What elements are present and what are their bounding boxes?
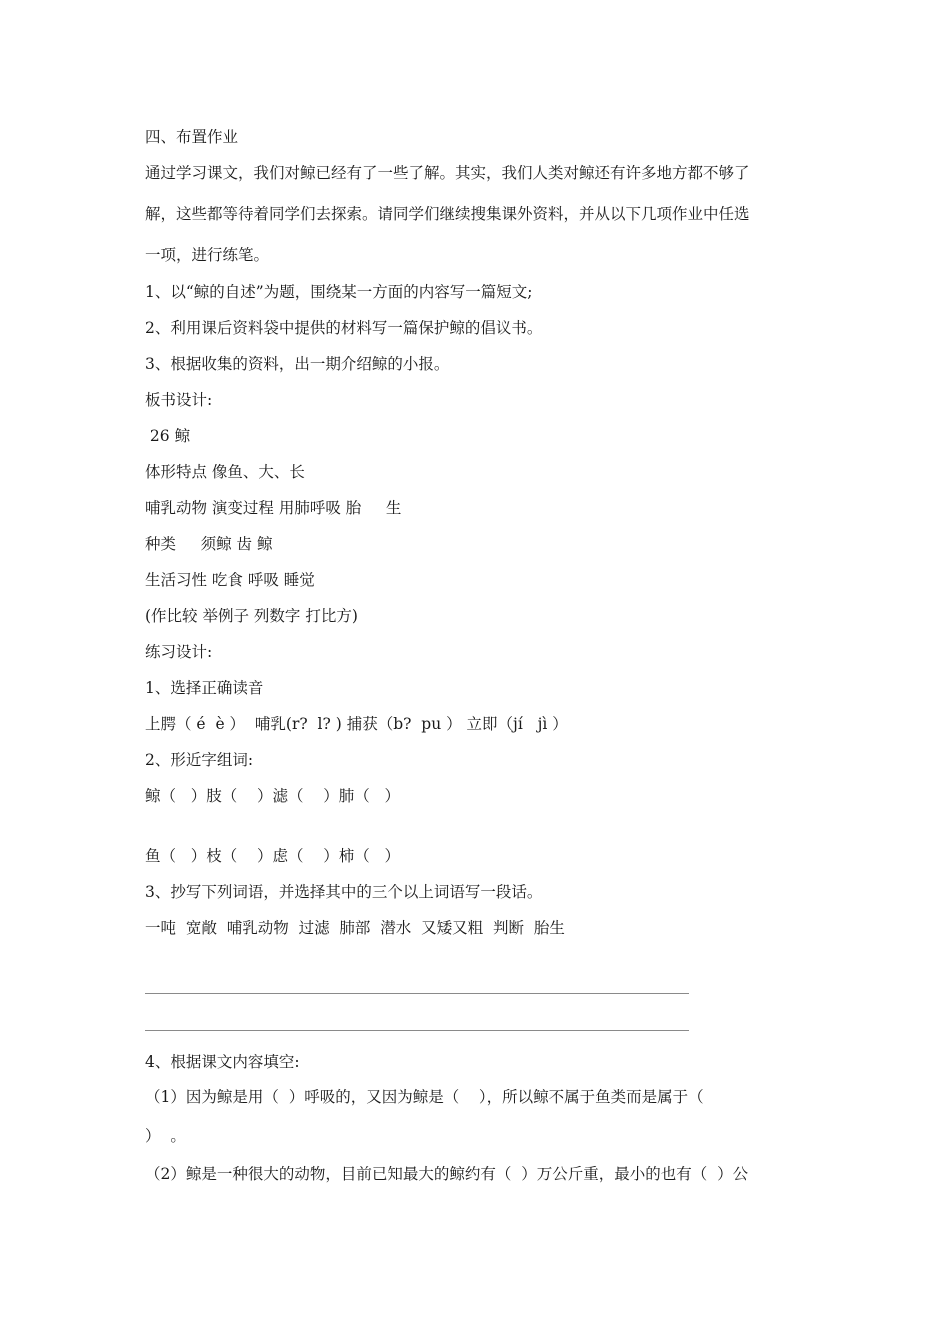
board-heading: 板书设计: [145,391,213,409]
homework-heading: 四、布置作业 [145,128,239,146]
homework-item-1: 1、以“鲸的自述”为题，围绕某一方面的内容写一篇短文; [145,283,533,301]
q3-title: 3、抄写下列词语，并选择其中的三个以上词语写一段话。 [145,883,543,901]
board-row-habits: 生活习性 吃食 呼吸 睡觉 [145,571,315,589]
board-title: 26 鲸 [145,427,191,445]
q4-title: 4、根据课文内容填空: [145,1053,300,1071]
board-row-body-shape: 体形特点 像鱼、大、长 [145,463,305,481]
board-row-mammal: 哺乳动物 演变过程 用肺呼吸 胎 生 [145,499,402,517]
board-row-methods: (作比较 举例子 列数字 打比方) [145,607,358,625]
q2-title: 2、形近字组词: [145,751,254,769]
writing-line-2 [145,1030,689,1031]
q2-row-2: 鱼（ ）枝（ ）虑（ ）柿（ ） [145,847,400,865]
homework-intro-line-1: 通过学习课文，我们对鲸已经有了一些了解。其实，我们人类对鲸还有许多地方都不够了 [145,164,750,182]
homework-intro-line-2: 解，这些都等待着同学们去探索。请同学们继续搜集课外资料，并从以下几项作业中任选 [145,205,750,223]
practice-heading: 练习设计: [145,643,213,661]
q4-part-2: （2）鲸是一种很大的动物，目前已知最大的鲸约有（ ）万公斤重，最小的也有（ ）公 [145,1165,749,1183]
q1-body: 上腭（ é è ） 哺乳(r? l? ) 捕获（b? pu ） 立即（jí jì ） [145,715,568,733]
board-row-species: 种类 须鲸 齿 鲸 [145,535,273,553]
homework-item-3: 3、根据收集的资料，出一期介绍鲸的小报。 [145,355,450,373]
q2-row-1: 鲸（ ）肢（ ）滤（ ）肺（ ） [145,787,400,805]
q4-part-1-line-2: ） 。 [145,1127,186,1145]
writing-line-1 [145,993,689,994]
homework-item-2: 2、利用课后资料袋中提供的材料写一篇保护鲸的倡议书。 [145,319,543,337]
q1-title: 1、选择正确读音 [145,679,264,697]
q4-part-1-line-1: （1）因为鲸是用（ ）呼吸的，又因为鲸是（ ），所以鲸不属于鱼类而是属于（ [145,1088,704,1106]
q3-words: 一吨 宽敞 哺乳动物 过滤 肺部 潜水 又矮又粗 判断 胎生 [145,919,565,937]
homework-intro-line-3: 一项，进行练笔。 [145,246,270,264]
